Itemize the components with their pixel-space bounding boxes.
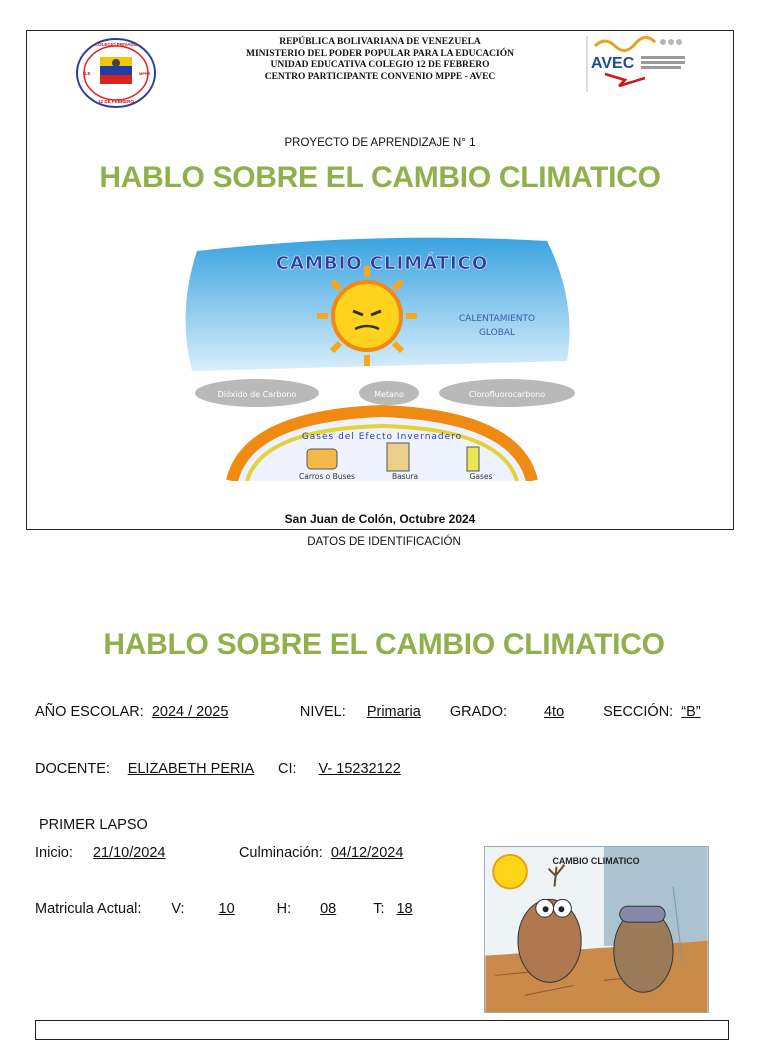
females-value: 08 <box>320 901 337 917</box>
header-line: CENTRO PARTICIPANTE CONVENIO MPPE - AVEC <box>264 71 496 82</box>
teacher-label: DOCENTE: <box>35 761 110 777</box>
page-title: HABLO SOBRE EL CAMBIO CLIMATICO <box>99 161 661 194</box>
svg-text:Gases del Efecto Invernadero: Gases del Efecto Invernadero <box>301 432 463 442</box>
svg-text:U.E: U.E <box>83 71 91 76</box>
end-value: 04/12/2024 <box>330 845 404 861</box>
project-label: PROYECTO DE APRENDIZAJE N° 1 <box>284 137 476 149</box>
total-value: 18 <box>396 901 413 917</box>
section-title: HABLO SOBRE EL CAMBIO CLIMATICO <box>103 628 665 661</box>
svg-text:MPPE: MPPE <box>139 71 151 76</box>
section-value: “B” <box>681 704 701 720</box>
svg-text:12 DE FEBRERO: 12 DE FEBRERO <box>98 99 134 104</box>
enrollment-row <box>35 901 417 917</box>
svg-text:Metano: Metano <box>374 390 404 399</box>
school-year-label: AÑO ESCOLAR: <box>35 704 144 720</box>
school-year-row <box>35 704 701 720</box>
svg-text:AVEC: AVEC <box>591 55 635 72</box>
climate-cartoon <box>484 846 709 1013</box>
svg-text:COLEGIO PRIVADO: COLEGIO PRIVADO <box>94 42 138 47</box>
id-label: CI: <box>277 761 297 777</box>
place-date: San Juan de Colón, Octubre 2024 <box>284 512 476 526</box>
start-label: Inicio: <box>35 845 73 861</box>
females-label: H: <box>276 901 292 917</box>
content-box <box>35 1020 729 1040</box>
header-line: UNIDAD EDUCATIVA COLEGIO 12 DE FEBRERO <box>270 60 490 70</box>
svg-text:Clorofluorocarbono: Clorofluorocarbono <box>468 390 546 399</box>
grade-label: GRADO: <box>449 704 508 720</box>
section-label: SECCIÓN: <box>603 704 674 720</box>
level-label: NIVEL: <box>299 704 346 720</box>
svg-text:Dióxido de Carbono: Dióxido de Carbono <box>217 390 297 399</box>
climate-change-banner <box>177 231 587 481</box>
term-label: PRIMER LAPSO <box>39 817 148 833</box>
teacher-row <box>35 761 477 777</box>
start-value: 21/10/2024 <box>92 845 166 861</box>
total-label: T: <box>373 901 385 917</box>
school-year-value: 2024 / 2025 <box>151 704 229 720</box>
grade-value: 4to <box>543 704 565 720</box>
males-value: 10 <box>218 901 235 917</box>
svg-text:Gases: Gases <box>469 472 493 481</box>
svg-text:CAMBIO CLIMATICO: CAMBIO CLIMATICO <box>552 855 640 866</box>
avec-logo <box>585 34 691 94</box>
identification-label: DATOS DE IDENTIFICACIÓN <box>307 536 461 548</box>
header-line: MINISTERIO DEL PODER POPULAR PARA LA EDUCACIÓN <box>246 48 514 59</box>
svg-text:Carros o Buses: Carros o Buses <box>299 472 355 481</box>
svg-text:CAMBIO CLIMÁTICO: CAMBIO CLIMÁTICO <box>275 253 489 274</box>
cover-frame <box>26 30 734 530</box>
svg-text:Basura: Basura <box>391 472 419 481</box>
dates-row <box>35 845 403 861</box>
males-label: V: <box>171 901 185 917</box>
id-value: V- 15232122 <box>318 761 401 777</box>
header-line: REPÚBLICA BOLIVARIANA DE VENEZUELA <box>279 37 481 47</box>
level-value: Primaria <box>366 704 421 720</box>
end-label: Culminación: <box>238 845 323 861</box>
svg-text:GLOBAL: GLOBAL <box>478 328 516 338</box>
svg-text:CALENTAMIENTO: CALENTAMIENTO <box>458 314 536 324</box>
enrollment-label: Matricula Actual: <box>35 901 142 917</box>
teacher-value: ELIZABETH PERIA <box>127 761 255 777</box>
